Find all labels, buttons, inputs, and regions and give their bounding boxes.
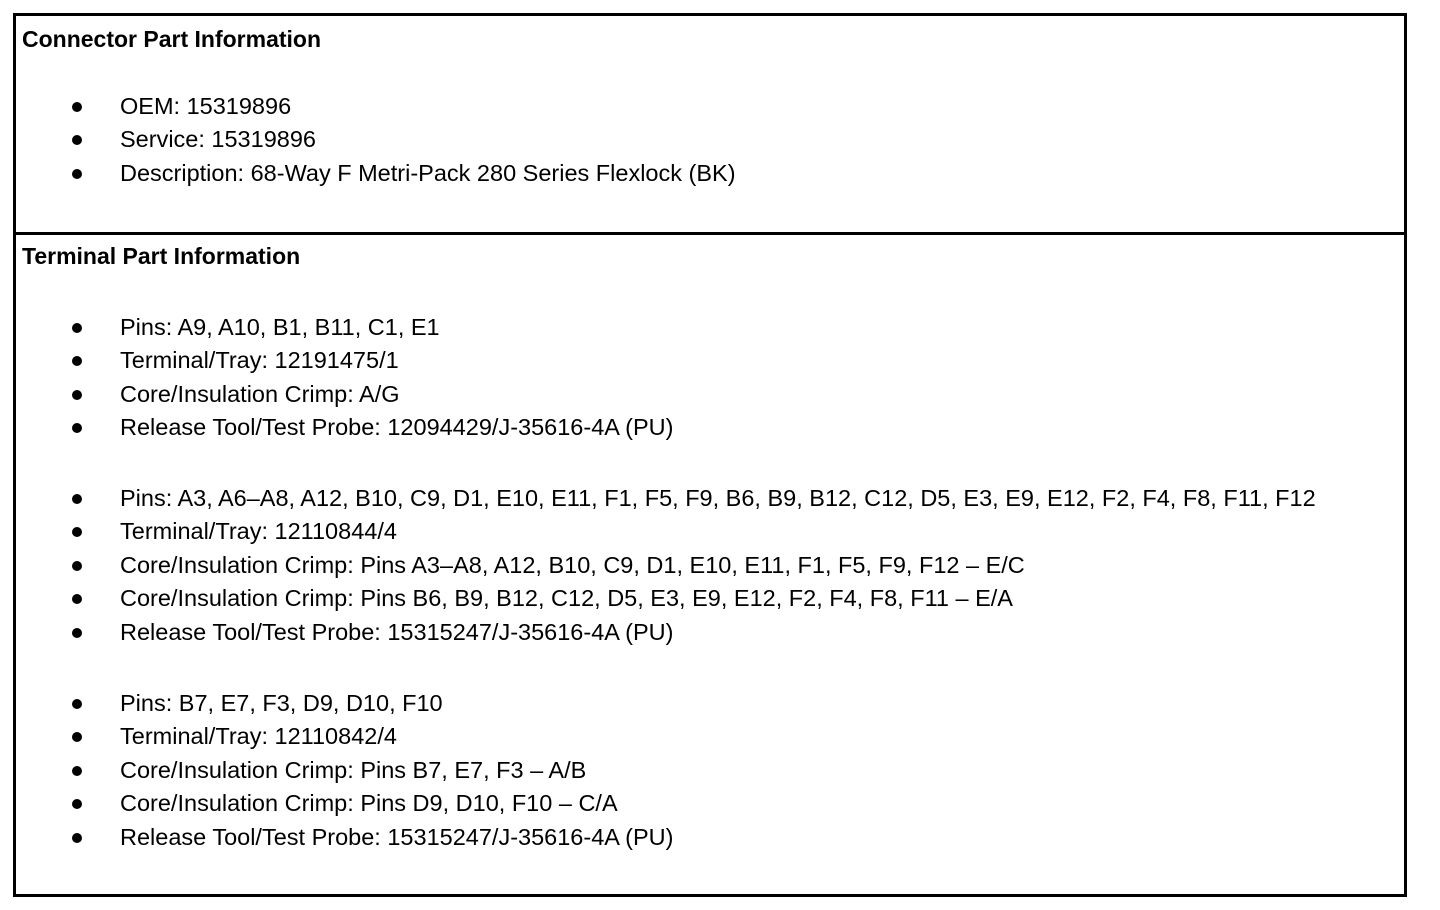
bullet-icon — [72, 527, 82, 537]
oem-number: OEM: 15319896 — [120, 93, 292, 119]
release-tool-text: Release Tool/Test Probe: 15315247/J-35616-4A (PU) — [120, 823, 674, 850]
bullet-icon — [72, 323, 82, 333]
bullet-icon — [72, 169, 82, 179]
connector-info-list — [16, 90, 736, 190]
bullet-icon — [72, 594, 82, 604]
list-item — [16, 90, 736, 123]
list-item — [16, 311, 673, 344]
release-tool-text: Release Tool/Test Probe: 15315247/J-35616-4A (PU) — [120, 618, 674, 645]
list-item — [16, 754, 673, 787]
connector-description: Description: 68-Way F Metri-Pack 280 Series Flexlock (BK) — [120, 159, 736, 186]
bullet-icon — [72, 423, 82, 433]
bullet-icon — [72, 628, 82, 638]
crimp-text: Core/Insulation Crimp: Pins B6, B9, B12, C12, D5, E3, E9, E12, F2, F4, F8, F11 – E/A — [120, 585, 1013, 612]
crimp-text: Core/Insulation Crimp: Pins B7, E7, F3 – A/B — [120, 756, 587, 783]
list-item — [16, 411, 673, 444]
bullet-icon — [72, 766, 82, 776]
bullet-icon — [72, 699, 82, 709]
list-item — [16, 378, 673, 411]
list-item — [16, 720, 673, 753]
terminal-group-3 — [16, 687, 673, 854]
list-item — [16, 616, 1316, 649]
part-information-table — [13, 13, 1407, 897]
list-item — [16, 344, 673, 377]
crimp-text: Core/Insulation Crimp: A/G — [120, 380, 400, 407]
list-item — [16, 123, 736, 156]
bullet-icon — [72, 356, 82, 366]
pins-text: Pins: B7, E7, F3, D9, D10, F10 — [120, 690, 443, 716]
list-item — [16, 549, 1316, 582]
terminal-tray-text: Terminal/Tray: 12110844/4 — [120, 518, 397, 545]
terminal-section-title: Terminal Part Information — [22, 243, 301, 269]
bullet-icon — [72, 390, 82, 400]
list-item — [16, 515, 1316, 548]
service-number: Service: 15319896 — [120, 126, 316, 153]
bullet-icon — [72, 494, 82, 504]
list-item — [16, 482, 1316, 515]
crimp-text: Core/Insulation Crimp: Pins A3–A8, A12, B10, C9, D1, E10, E11, F1, F5, F9, F12 – E/C — [120, 551, 1025, 578]
bullet-icon — [72, 799, 82, 809]
list-item — [16, 687, 673, 720]
list-item — [16, 787, 673, 820]
bullet-icon — [72, 102, 82, 112]
connector-section-title: Connector Part Information — [22, 26, 322, 52]
terminal-part-section — [16, 235, 1404, 894]
bullet-icon — [72, 833, 82, 843]
terminal-tray-text: Terminal/Tray: 12191475/1 — [120, 347, 399, 374]
list-item — [16, 821, 673, 854]
bullet-icon — [72, 135, 82, 145]
pins-text: Pins: A3, A6–A8, A12, B10, C9, D1, E10, E11, F1, F5, F9, B6, B9, B12, C12, D5, E3, E9, E12, F2, F4, F8, F11, F12 — [120, 485, 1316, 511]
bullet-icon — [72, 732, 82, 742]
pins-text: Pins: A9, A10, B1, B11, C1, E1 — [120, 314, 440, 340]
bullet-icon — [72, 561, 82, 571]
release-tool-text: Release Tool/Test Probe: 12094429/J-35616-4A (PU) — [120, 414, 674, 441]
terminal-group-1 — [16, 311, 673, 445]
list-item — [16, 157, 736, 190]
terminal-tray-text: Terminal/Tray: 12110842/4 — [120, 723, 397, 750]
crimp-text: Core/Insulation Crimp: Pins D9, D10, F10 – C/A — [120, 790, 618, 817]
list-item — [16, 582, 1316, 615]
terminal-group-2 — [16, 482, 1316, 649]
connector-part-section — [16, 16, 1404, 235]
